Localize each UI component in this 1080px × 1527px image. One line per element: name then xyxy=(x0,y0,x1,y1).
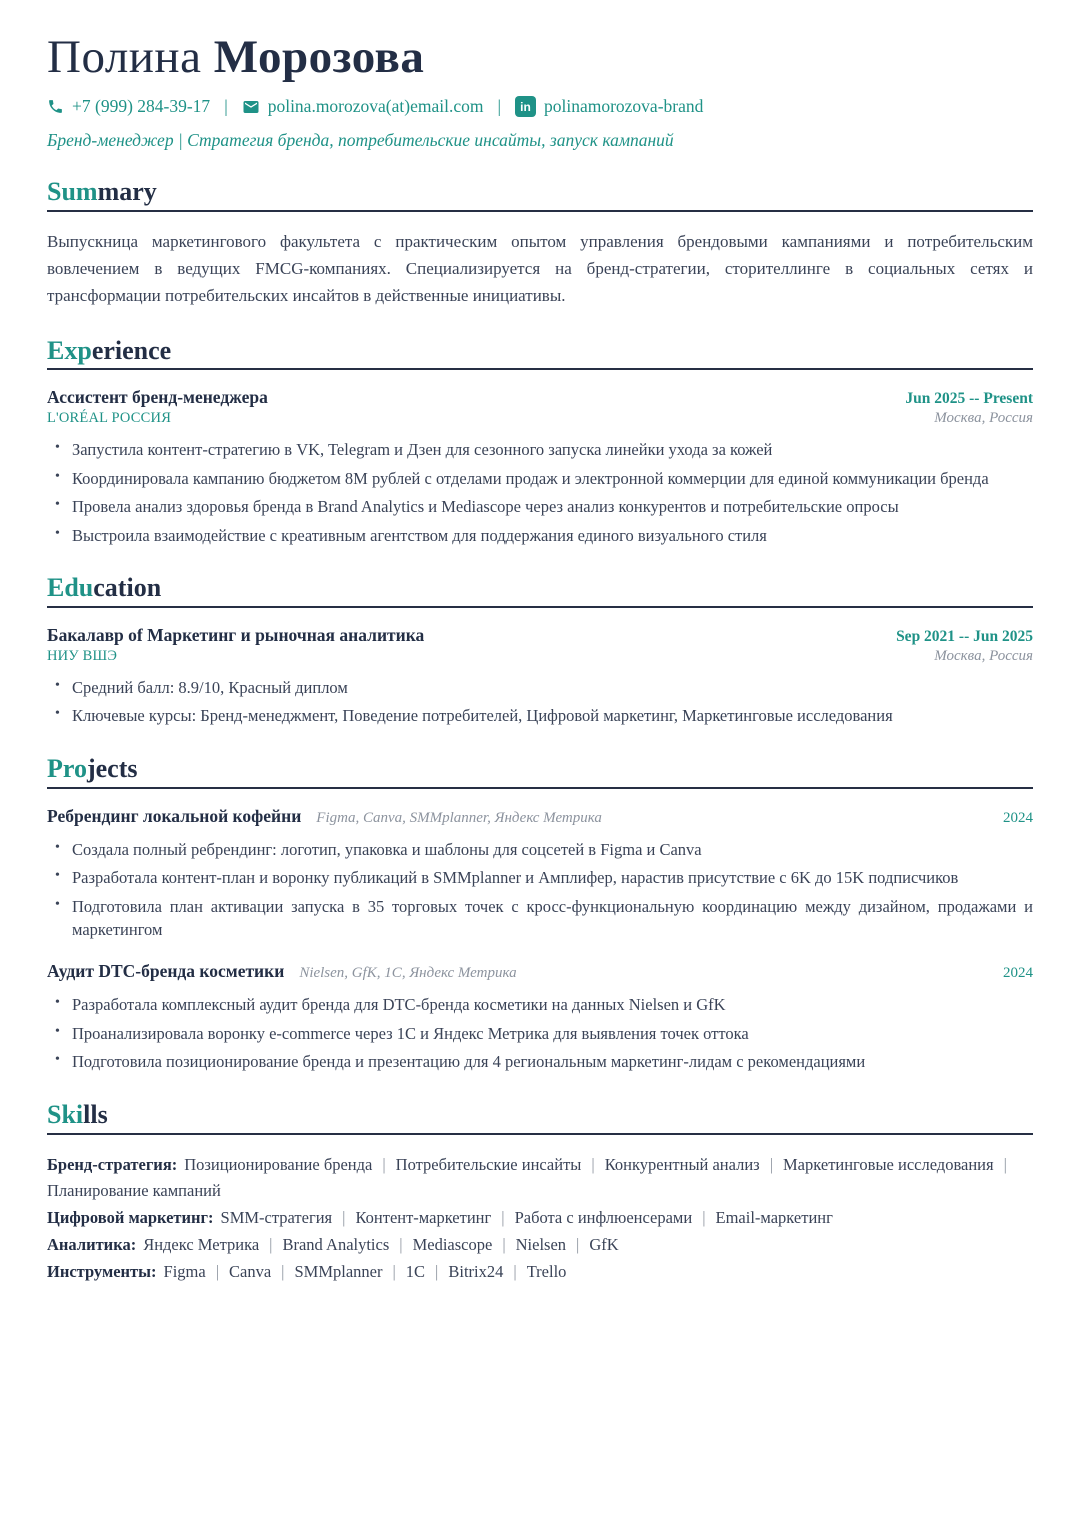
heading-accent: Edu xyxy=(47,573,94,603)
summary-heading xyxy=(47,177,1033,207)
experience-entry xyxy=(47,387,1033,547)
separator: | xyxy=(502,1235,506,1255)
last-name: Морозова xyxy=(213,31,425,83)
section-education xyxy=(47,573,1033,728)
experience-heading xyxy=(47,336,1033,366)
section-skills xyxy=(47,1100,1033,1286)
skills-items xyxy=(164,1262,567,1281)
separator: | xyxy=(497,96,501,117)
section-summary xyxy=(47,177,1033,309)
education-dates: Sep 2021 -- Jun 2025 xyxy=(896,627,1033,645)
skill-item: Маркетинговые исследования xyxy=(783,1154,994,1174)
tagline: Бренд-менеджер | Стратегия бренда, потребительские инсайты, запуск кампаний xyxy=(47,130,674,151)
project-stack: Figma, Canva, SMMplanner, Яндекс Метрика xyxy=(316,809,602,826)
bullet-list xyxy=(47,438,1033,547)
skill-item: SMMplanner xyxy=(294,1262,383,1282)
email-item[interactable] xyxy=(242,96,484,117)
heading-rest: cation xyxy=(93,573,162,603)
summary-text: Выпускница маркетингового факультета с практическим опытом управления брендовыми кампаниями и потребительским вовлечением в ведущих FMCG-компаниях. Специализируется на бренд-стратегии, сторителлинге в социальных сетях и трансформации потребительских инсайтов в действенные инициативы. xyxy=(47,231,1033,305)
skills-group xyxy=(47,1232,1033,1259)
skills-items xyxy=(47,1155,1017,1201)
separator: | xyxy=(576,1235,580,1255)
bullet-item: • Средний балл: 8.9/10, Красный диплом xyxy=(55,676,1033,699)
skill-item: Email-маркетинг xyxy=(715,1208,833,1228)
heading-accent: Exp xyxy=(47,335,92,365)
entry-subhead xyxy=(47,648,1033,665)
degree-title: Бакалавр of Маркетинг и рыночная аналитика xyxy=(47,624,425,645)
entry-head xyxy=(47,961,1033,982)
separator: | xyxy=(1003,1154,1007,1174)
project-year: 2024 xyxy=(1003,809,1033,826)
skills-label: Инструменты: xyxy=(47,1262,157,1282)
project-entry xyxy=(47,806,1033,942)
bullet-item: • Выстроила взаимодействие с креативным агентством для поддержания единого визуального стиля xyxy=(55,524,1033,547)
skill-item: 1C xyxy=(405,1262,426,1282)
education-entry xyxy=(47,625,1033,728)
skill-item: Яндекс Метрика xyxy=(143,1235,260,1255)
job-title: Ассистент бренд-менеджера xyxy=(47,387,268,408)
skill-item: Canva xyxy=(229,1262,272,1282)
section-rule xyxy=(47,210,1033,212)
bullet-list xyxy=(47,838,1033,942)
project-stack: Nielsen, GfK, 1C, Яндекс Метрика xyxy=(299,965,517,982)
bullet-item: • Подготовила план активации запуска в 35 торговых точек с кросс-функциональную координацию между дизайном, продажами и маркетингом xyxy=(55,895,1033,942)
separator: | xyxy=(342,1208,346,1228)
entry-subhead xyxy=(47,410,1033,427)
skill-item: Потребительские инсайты xyxy=(395,1154,582,1174)
separator: | xyxy=(435,1262,439,1282)
skill-item: GfK xyxy=(589,1235,619,1255)
project-title: Ребрендинг локальной кофейни xyxy=(47,805,302,826)
skills-items xyxy=(221,1208,833,1227)
school-name: НИУ ВШЭ xyxy=(47,647,118,664)
bullet-item: • Запустила контент-стратегию в VK, Telegram и Дзен для сезонного запуска линейки ухода за кожей xyxy=(55,438,1033,461)
bullet-item: • Создала полный ребрендинг: логотип, упаковка и шаблоны для соцсетей в Figma и Canva xyxy=(55,838,1033,861)
separator: | xyxy=(501,1208,505,1228)
bullet-item: • Провела анализ здоровья бренда в Brand Analytics и Mediascope через анализ конкурентов и потребительские опросы xyxy=(55,495,1033,518)
heading-accent: Pro xyxy=(47,753,87,783)
linkedin-icon: in xyxy=(515,96,536,117)
skill-item: Bitrix24 xyxy=(448,1262,504,1282)
skills-group xyxy=(47,1152,1033,1206)
skill-item: Позиционирование бренда xyxy=(184,1154,373,1174)
skills-heading xyxy=(47,1100,1033,1130)
separator: | xyxy=(399,1235,403,1255)
heading-rest: jects xyxy=(86,753,138,783)
section-projects xyxy=(47,754,1033,1074)
project-title-row xyxy=(47,961,517,982)
section-rule xyxy=(47,606,1033,608)
entry-head xyxy=(47,625,1033,646)
first-name: Полина xyxy=(47,31,214,83)
phone-number: +7 (999) 284-39-17 xyxy=(72,96,211,117)
heading-accent: Ski xyxy=(47,1099,84,1129)
education-location: Москва, Россия xyxy=(934,647,1033,664)
skill-item: Конкурентный анализ xyxy=(604,1154,760,1174)
heading-rest: mary xyxy=(97,177,157,207)
skill-item: Brand Analytics xyxy=(282,1235,390,1255)
section-rule xyxy=(47,1133,1033,1135)
separator: | xyxy=(702,1208,706,1228)
separator: | xyxy=(382,1154,386,1174)
project-entry xyxy=(47,961,1033,1073)
bullet-item: • Разработала комплексный аудит бренда для DTC-бренда косметики на данных Nielsen и GfK xyxy=(55,993,1033,1016)
bullet-item: • Ключевые курсы: Бренд-менеджмент, Поведение потребителей, Цифровой маркетинг, Маркетинговые исследования xyxy=(55,704,1033,727)
bullet-item: • Разработала контент-план и воронку публикаций в SMMplanner и Амплифер, нарастив присутствие с 6K до 15K подписчиков xyxy=(55,866,1033,889)
email-icon xyxy=(242,98,260,116)
header xyxy=(47,30,1033,151)
bullet-list xyxy=(47,676,1033,728)
name xyxy=(47,30,1033,84)
entry-head xyxy=(47,387,1033,408)
skill-item: SMM-стратегия xyxy=(220,1208,333,1228)
skills-label: Цифровой маркетинг: xyxy=(47,1208,214,1228)
bullet-item: • Подготовила позиционирование бренда и презентацию для 4 региональным маркетинг-лидам с рекомендациями xyxy=(55,1050,1033,1073)
bullet-item: • Координировала кампанию бюджетом 8M рублей с отделами продаж и электронной коммерции для единой коммуникации бренда xyxy=(55,467,1033,490)
separator: | xyxy=(591,1154,595,1174)
separator: | xyxy=(513,1262,517,1282)
contact-row xyxy=(47,96,1033,117)
skill-item: Планирование кампаний xyxy=(47,1181,221,1201)
heading-rest: lls xyxy=(83,1099,108,1129)
skills-label: Аналитика: xyxy=(47,1235,137,1255)
project-title-row xyxy=(47,806,602,827)
linkedin-item[interactable] xyxy=(515,96,703,117)
project-year: 2024 xyxy=(1003,965,1033,982)
separator: | xyxy=(215,1262,219,1282)
email-address: polina.morozova(at)email.com xyxy=(267,96,484,117)
entry-head xyxy=(47,806,1033,827)
skills-group xyxy=(47,1259,1033,1286)
education-heading xyxy=(47,573,1033,603)
skill-item: Mediascope xyxy=(412,1235,493,1255)
section-rule xyxy=(47,787,1033,789)
skills-items xyxy=(143,1235,618,1254)
bullet-item: • Проанализировала воронку e-commerce через 1C и Яндекс Метрика для выявления точек оттока xyxy=(55,1022,1033,1045)
heading-accent: Sum xyxy=(47,177,98,207)
skill-item: Trello xyxy=(526,1262,567,1282)
phone-icon xyxy=(47,98,64,115)
skill-item: Nielsen xyxy=(515,1235,567,1255)
phone-item[interactable] xyxy=(47,96,210,117)
separator: | xyxy=(224,96,228,117)
job-location: Москва, Россия xyxy=(934,410,1033,427)
separator: | xyxy=(392,1262,396,1282)
skills-group xyxy=(47,1205,1033,1232)
skills-label: Бренд-стратегия: xyxy=(47,1154,178,1174)
project-title: Аудит DTC-бренда косметики xyxy=(47,961,285,982)
job-dates: Jun 2025 -- Present xyxy=(905,390,1033,408)
bullet-list xyxy=(47,993,1033,1073)
company-name: L'ORÉAL РОССИЯ xyxy=(47,410,172,427)
skill-item: Figma xyxy=(163,1262,206,1282)
heading-rest: erience xyxy=(91,335,172,365)
separator: | xyxy=(269,1235,273,1255)
separator: | xyxy=(769,1154,774,1174)
skill-item: Работа с инфлюенсерами xyxy=(514,1208,693,1228)
section-rule xyxy=(47,368,1033,370)
projects-heading xyxy=(47,754,1033,784)
skills-list xyxy=(47,1152,1033,1286)
linkedin-handle: polinamorozova-brand xyxy=(543,96,704,117)
skill-item: Контент-маркетинг xyxy=(355,1208,492,1228)
separator: | xyxy=(281,1262,285,1282)
section-experience xyxy=(47,336,1033,548)
